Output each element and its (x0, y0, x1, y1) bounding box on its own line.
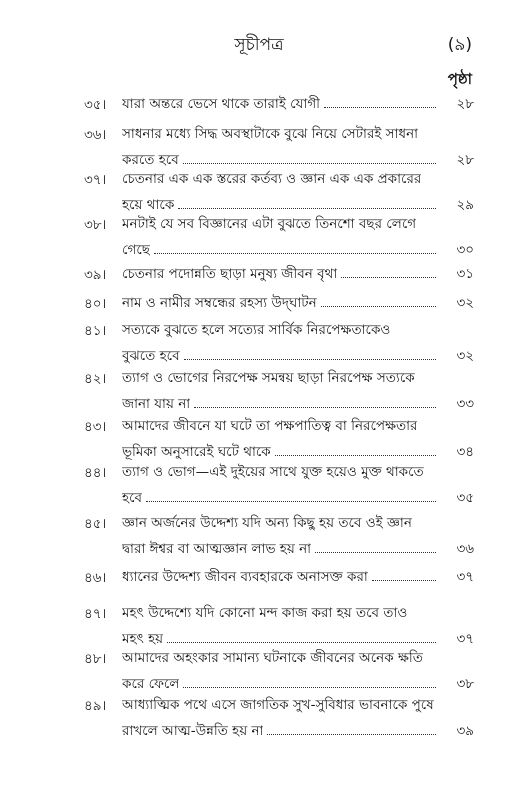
toc-entry-line (122, 169, 474, 189)
toc-entry-number: ৩৬। (84, 127, 107, 143)
toc-entry-page: ৩৫ (456, 490, 474, 506)
toc-entry-title: রাখলে আত্ম-উন্নতি হয় না (122, 723, 264, 739)
toc-entry-line (122, 539, 474, 559)
toc-entry-page: ৩৬ (456, 541, 474, 557)
toc-entry-line (122, 462, 474, 482)
toc-entry-number: ৪৫। (84, 516, 107, 532)
toc-entry-title: আমাদের অহংকার সামান্য ঘটনাকে জীবনের অনেক ক্ষতি (122, 650, 423, 666)
toc-entry-number: ৩৯। (84, 267, 107, 283)
toc-entry-line (122, 150, 474, 170)
toc-entry-number: ৩৮। (84, 217, 107, 233)
toc-entry-title: আধ্যাত্মিক পথে এসে জাগতিক সুখ-সুবিধার ভাবনাকে পুষে (122, 697, 434, 713)
toc-entry-title: মনটাই যে সব বিজ্ঞানের এটা বুঝতে তিনশো বছর লেগে (122, 216, 417, 232)
toc-entry-line (122, 214, 474, 234)
toc-entry (84, 214, 474, 266)
toc-entry-number: ৩৫। (84, 97, 107, 113)
toc-entry-line (122, 320, 474, 340)
page-title: সূচীপত্র (234, 35, 284, 55)
toc-entry-title: ত্যাগ ও ভোগ—এই দুইয়ের সাথে যুক্ত হয়েও মুক্ত থাকতে (122, 464, 424, 480)
toc-entry-line (122, 416, 474, 436)
toc-entry-page: ৩০ (456, 242, 474, 258)
toc-entry-page: ৩৭ (456, 569, 474, 585)
toc-entry-number: ৪৬। (84, 570, 107, 586)
toc-entry (84, 513, 474, 565)
toc-entry-line (122, 264, 474, 284)
toc-entry-title: হয়ে থাকে (122, 197, 175, 213)
toc-entry-number: ৪২। (84, 371, 107, 387)
toc-entry-line (122, 648, 474, 668)
toc-entry-number: ৪৭। (84, 606, 107, 622)
dot-leader (167, 629, 436, 643)
toc-entry-title: যারা অন্তরে ভেসে থাকে তারাই যোগী (122, 96, 321, 112)
toc-entry (84, 462, 474, 514)
dot-leader (267, 721, 436, 735)
toc-entry-line (122, 346, 474, 366)
toc-entry-title: ত্যাগ ও ভোগের নিরপেক্ষ সমন্বয় ছাড়া নিরপেক্ষ সত্যকে (122, 370, 415, 386)
dot-leader (194, 394, 436, 408)
toc-entry (84, 293, 474, 319)
toc-entry-line (122, 603, 474, 623)
toc-entry-number: ৪৯। (84, 698, 107, 714)
toc-entry-title: বুঝতে হবে (122, 348, 180, 364)
toc-entry-line (122, 124, 474, 144)
toc-entry (84, 695, 474, 747)
toc-entry-line (122, 240, 474, 260)
page-number: (৯) (447, 35, 472, 55)
toc-entry (84, 368, 474, 420)
toc-entry-title: করতে হবে (122, 152, 179, 168)
toc-entry-title: নাম ও নামীর সম্বন্ধের রহস্য উদ্‌ঘাটন (122, 295, 317, 311)
dot-leader (184, 346, 436, 360)
toc-entry-title: মহৎ হয় (122, 631, 164, 647)
dot-leader (275, 442, 436, 456)
toc-entry-title: গেছে (122, 242, 150, 258)
toc-entry-page: ২৮ (456, 96, 474, 112)
toc-entry-page: ২৯ (456, 197, 474, 213)
toc-entry-page: ৩৮ (456, 676, 474, 692)
dot-leader (183, 150, 436, 164)
toc-entry-number: ৪৩। (84, 419, 107, 435)
toc-entry-title: মহৎ উদ্দেশ্যে যদি কোনো মন্দ কাজ করা হয় তবে তাও (122, 605, 408, 621)
toc-entry-title: করে ফেলে (122, 676, 180, 692)
toc-entry-line (122, 195, 474, 215)
toc-entry (84, 416, 474, 468)
toc-entry-title: জানা যায় না (122, 396, 191, 412)
dot-leader (372, 567, 436, 581)
toc-entry-title: সত্যকে বুঝতে হলে সত্যের সার্বিক নিরপেক্ষতাকেও (122, 322, 391, 338)
dot-leader (321, 293, 436, 307)
page-column-label: পৃষ্ঠা (447, 70, 472, 88)
toc-entry-page: ৩১ (456, 266, 474, 282)
dot-leader (154, 240, 436, 254)
toc-entry-line (122, 94, 474, 114)
toc-entry-line (122, 567, 474, 587)
toc-entry (84, 264, 474, 290)
toc-entry-title: ভূমিকা অনুসারেই ঘটে থাকে (122, 444, 271, 460)
toc-entry-line (122, 394, 474, 414)
toc-entry-line (122, 695, 474, 715)
toc-entry (84, 94, 474, 120)
dot-leader (146, 488, 436, 502)
toc-entry-title: চেতনার এক এক স্তরের কর্তব্য ও জ্ঞান এক এক প্রকারের (122, 171, 422, 187)
toc-entry-page: ২৮ (456, 152, 474, 168)
toc-entry-title: দ্বারা ঈশ্বর বা আত্মজ্ঞান লাভ হয় না (122, 541, 312, 557)
toc-entry-page: ৩২ (456, 348, 474, 364)
toc-entry-number: ৪৮। (84, 651, 107, 667)
toc-entry-line (122, 513, 474, 533)
toc-entry-number: ৩৭। (84, 172, 107, 188)
toc-entry-line (122, 721, 474, 741)
toc-entry-title: সাধনার মধ্যে সিদ্ধ অবস্থাটাকে বুঝে নিয়ে সেটারই সাধনা (122, 126, 419, 142)
toc-entry-line (122, 293, 474, 313)
toc-entry-title: ধ্যানের উদ্দেশ্য জীবন ব্যবহারকে অনাসক্ত করা (122, 569, 368, 585)
toc-entry-number: ৪৪। (84, 465, 107, 481)
toc-entry-line (122, 442, 474, 462)
toc-entry-page: ৩৪ (456, 444, 474, 460)
toc-entry (84, 567, 474, 593)
toc-entry-number: ৪১। (84, 323, 107, 339)
toc-entry-page: ৩৯ (456, 723, 474, 739)
toc-entry-line (122, 368, 474, 388)
toc-entry-title: হবে (122, 490, 143, 506)
dot-leader (341, 264, 436, 278)
toc-entry-title: আমাদের জীবনে যা ঘটে তা পক্ষপাতিত্ব বা নিরপেক্ষতার (122, 418, 418, 434)
toc-entry-line (122, 674, 474, 694)
toc-entry (84, 320, 474, 372)
toc-entry (84, 648, 474, 700)
toc-entry-page: ৩২ (456, 295, 474, 311)
dot-leader (315, 539, 436, 553)
toc-entry-page: ৩৩ (456, 396, 474, 412)
dot-leader (183, 674, 436, 688)
toc-entry-title: চেতনার পদোন্নতি ছাড়া মনুষ্য জীবন বৃথা (122, 266, 338, 282)
dot-leader (324, 94, 436, 108)
toc-entry-title: জ্ঞান অর্জনের উদ্দেশ্য যদি অন্য কিছু হয় তবে ওই জ্ঞান (122, 515, 412, 531)
toc-entry-line (122, 629, 474, 649)
toc-entry-page: ৩৭ (456, 631, 474, 647)
toc-entry-line (122, 488, 474, 508)
dot-leader (178, 195, 436, 209)
toc-entry-number: ৪০। (84, 296, 107, 312)
